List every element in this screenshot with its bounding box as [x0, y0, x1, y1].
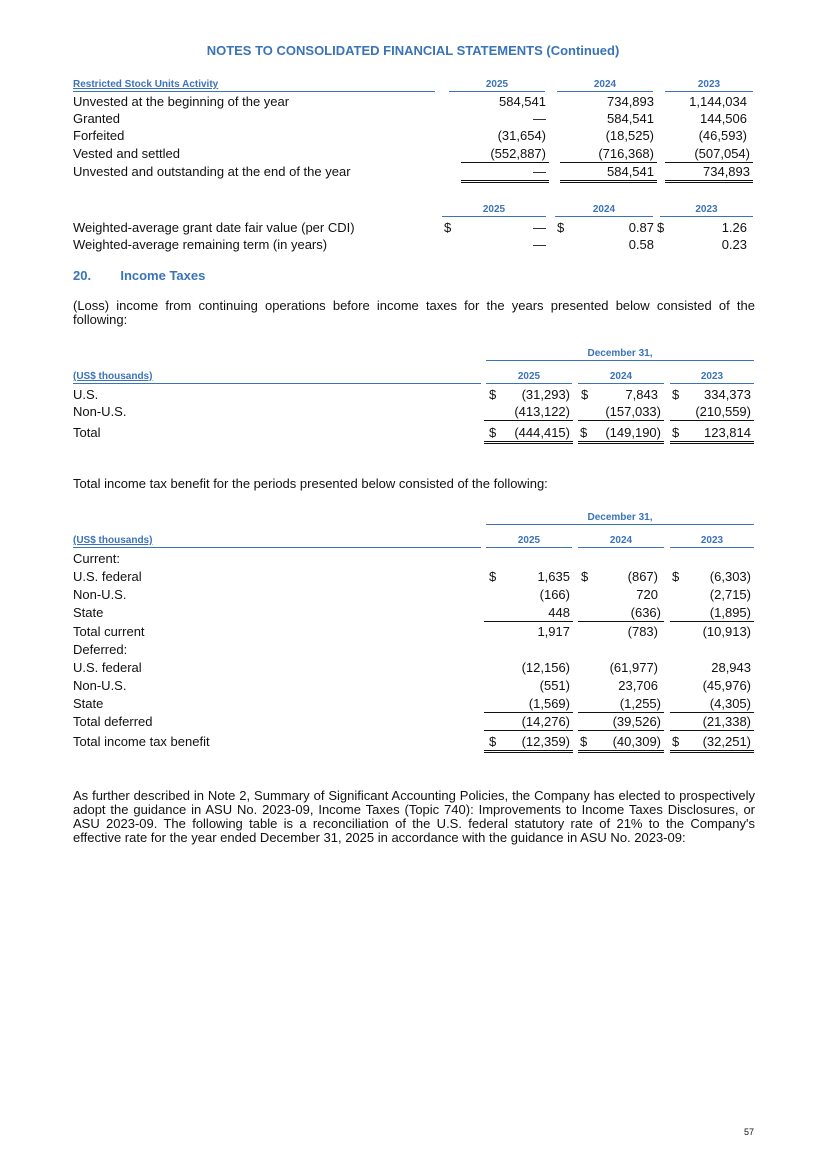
- asu-paragraph: As further described in Note 2, Summary of Significant Accounting Policies, the Company has elected to prospectively adopt the guidance in ASU No. 2023-09, Income Taxes (Topic 740): Improvements to Income Taxes Disclosures, or ASU 2023-09. The following table is a reconciliation of the U.S. federal statutory rate of 21% to the Company's effective rate for the year ended December 31, 2025 in accordance with the guidance in ASU No. 2023-09:: [73, 788, 755, 845]
- cell-value: (46,593): [698, 128, 747, 143]
- row-label: Deferred:: [73, 642, 128, 657]
- cell-value: 1,144,034: [689, 94, 747, 109]
- cell-value: (6,303): [709, 569, 751, 584]
- table-row: [0, 734, 826, 751]
- cell-value: (210,559): [695, 404, 751, 419]
- rsu-label-header: Restricted Stock Units Activity: [73, 79, 435, 92]
- benefit-col-2023: 2023: [670, 535, 754, 548]
- cell-value: 448: [548, 605, 570, 620]
- page-title: NOTES TO CONSOLIDATED FINANCIAL STATEMENTS (Continued): [206, 43, 620, 58]
- cell-value: (10,913): [702, 624, 751, 639]
- table-row: [0, 404, 826, 421]
- cell-value: (12,359): [521, 734, 570, 749]
- cell-value: (12,156): [521, 660, 570, 675]
- table-row: [0, 128, 826, 145]
- cell-value: (166): [539, 587, 570, 602]
- cell-value: (551): [539, 678, 570, 693]
- cell-value: (40,309): [612, 734, 661, 749]
- row-label: Unvested and outstanding at the end of the year: [73, 164, 351, 179]
- period-header: December 31,: [486, 512, 754, 525]
- cell-value: 584,541: [607, 164, 654, 179]
- cell-value: 23,706: [618, 678, 658, 693]
- cell-value: (149,190): [605, 425, 661, 440]
- cell-value: 7,843: [625, 387, 658, 402]
- currency-symbol: $: [672, 734, 680, 749]
- row-label: U.S.: [73, 387, 99, 402]
- table-row: [0, 624, 826, 641]
- cell-value: —: [533, 237, 546, 252]
- cell-value: 0.23: [721, 237, 747, 252]
- page-number: 57: [744, 1127, 755, 1137]
- row-label: Total current: [73, 624, 145, 639]
- row-label: Total: [73, 425, 101, 440]
- currency-symbol: $: [580, 425, 588, 440]
- row-label: State: [73, 696, 104, 711]
- table-row: [0, 587, 826, 604]
- table-row: [0, 642, 826, 659]
- cell-value: 734,893: [607, 94, 654, 109]
- intro-paragraph: (Loss) income from continuing operations before income taxes for the years presented below consisted of the following:: [73, 298, 755, 327]
- period-header: December 31,: [486, 348, 754, 361]
- table-row: [0, 387, 826, 404]
- row-label: Vested and settled: [73, 146, 180, 161]
- cell-value: (444,415): [514, 425, 570, 440]
- cell-value: 0.58: [628, 237, 654, 252]
- cell-value: (32,251): [702, 734, 751, 749]
- row-label: U.S. federal: [73, 569, 142, 584]
- table-row: [0, 220, 826, 237]
- cell-value: (2,715): [709, 587, 751, 602]
- cell-value: (507,054): [694, 146, 750, 161]
- table-row: [0, 569, 826, 586]
- currency-symbol: $: [581, 387, 589, 402]
- cell-value: (867): [627, 569, 658, 584]
- cell-value: 144,506: [700, 111, 747, 126]
- row-label: U.S. federal: [73, 660, 142, 675]
- cell-value: (413,122): [514, 404, 570, 419]
- cell-value: 1,635: [537, 569, 570, 584]
- currency-symbol: $: [672, 569, 680, 584]
- income-col-2023: 2023: [670, 371, 754, 384]
- wa-col-2023: 2023: [660, 204, 753, 217]
- currency-symbol: $: [672, 425, 680, 440]
- row-label: Weighted-average remaining term (in years): [73, 237, 328, 252]
- table-row: [0, 94, 826, 111]
- currency-symbol: $: [672, 387, 680, 402]
- cell-value: (783): [627, 624, 658, 639]
- currency-symbol: $: [444, 220, 452, 235]
- cell-value: 28,943: [711, 660, 751, 675]
- units-header: (US$ thousands): [73, 535, 481, 548]
- cell-value: 123,814: [704, 425, 751, 440]
- income-col-2025: 2025: [486, 371, 572, 384]
- cell-value: 0.87: [628, 220, 654, 235]
- table-row: [0, 605, 826, 622]
- cell-value: (4,305): [709, 696, 751, 711]
- row-label: Total deferred: [73, 714, 153, 729]
- row-label: Non-U.S.: [73, 678, 127, 693]
- row-label: State: [73, 605, 104, 620]
- currency-symbol: $: [557, 220, 565, 235]
- cell-value: (31,293): [521, 387, 570, 402]
- section-number: 20.: [73, 268, 92, 283]
- table-row: [0, 111, 826, 128]
- cell-value: 1.26: [721, 220, 747, 235]
- cell-value: 584,541: [607, 111, 654, 126]
- cell-value: 720: [636, 587, 658, 602]
- cell-value: (552,887): [490, 146, 546, 161]
- income-col-2024: 2024: [578, 371, 664, 384]
- cell-value: (1,895): [709, 605, 751, 620]
- section-heading: [73, 268, 205, 283]
- rsu-col-2023: 2023: [665, 79, 753, 92]
- cell-value: (716,368): [598, 146, 654, 161]
- table-row: [0, 678, 826, 695]
- benefit-col-2025: 2025: [486, 535, 572, 548]
- row-label: Granted: [73, 111, 120, 126]
- cell-value: —: [533, 220, 546, 235]
- benefit-intro: Total income tax benefit for the periods presented below consisted of the following:: [73, 476, 548, 491]
- currency-symbol: $: [489, 569, 497, 584]
- cell-value: (636): [630, 605, 661, 620]
- cell-value: (45,976): [702, 678, 751, 693]
- rsu-col-2024: 2024: [557, 79, 653, 92]
- currency-symbol: $: [580, 734, 588, 749]
- currency-symbol: $: [489, 425, 497, 440]
- table-row: [0, 237, 826, 254]
- table-row: [0, 551, 826, 568]
- cell-value: (61,977): [609, 660, 658, 675]
- row-label: Non-U.S.: [73, 587, 127, 602]
- section-title: Income Taxes: [120, 268, 206, 283]
- table-row: [0, 660, 826, 677]
- wa-col-2024: 2024: [555, 204, 653, 217]
- table-row: [0, 696, 826, 713]
- cell-value: 584,541: [499, 94, 546, 109]
- table-row: [0, 146, 826, 163]
- row-label: Forfeited: [73, 128, 125, 143]
- cell-value: —: [533, 164, 546, 179]
- currency-symbol: $: [489, 387, 497, 402]
- cell-value: (157,033): [605, 404, 661, 419]
- rsu-col-2025: 2025: [449, 79, 545, 92]
- cell-value: 334,373: [704, 387, 751, 402]
- row-label: Unvested at the beginning of the year: [73, 94, 290, 109]
- cell-value: (18,525): [605, 128, 654, 143]
- row-label: Non-U.S.: [73, 404, 127, 419]
- row-label: Total income tax benefit: [73, 734, 210, 749]
- row-label: Weighted-average grant date fair value (per CDI): [73, 220, 355, 235]
- currency-symbol: $: [657, 220, 665, 235]
- table-row: [0, 164, 826, 181]
- row-label: Current:: [73, 551, 120, 566]
- cell-value: 734,893: [703, 164, 750, 179]
- cell-value: (21,338): [702, 714, 751, 729]
- table-row: [0, 714, 826, 731]
- currency-symbol: $: [581, 569, 589, 584]
- table-row: [0, 425, 826, 442]
- currency-symbol: $: [489, 734, 497, 749]
- cell-value: (1,255): [619, 696, 661, 711]
- cell-value: —: [533, 111, 546, 126]
- cell-value: (14,276): [521, 714, 570, 729]
- wa-col-2025: 2025: [442, 204, 546, 217]
- cell-value: (31,654): [497, 128, 546, 143]
- units-header: (US$ thousands): [73, 371, 481, 384]
- cell-value: 1,917: [537, 624, 570, 639]
- benefit-col-2024: 2024: [578, 535, 664, 548]
- cell-value: (1,569): [528, 696, 570, 711]
- cell-value: (39,526): [612, 714, 661, 729]
